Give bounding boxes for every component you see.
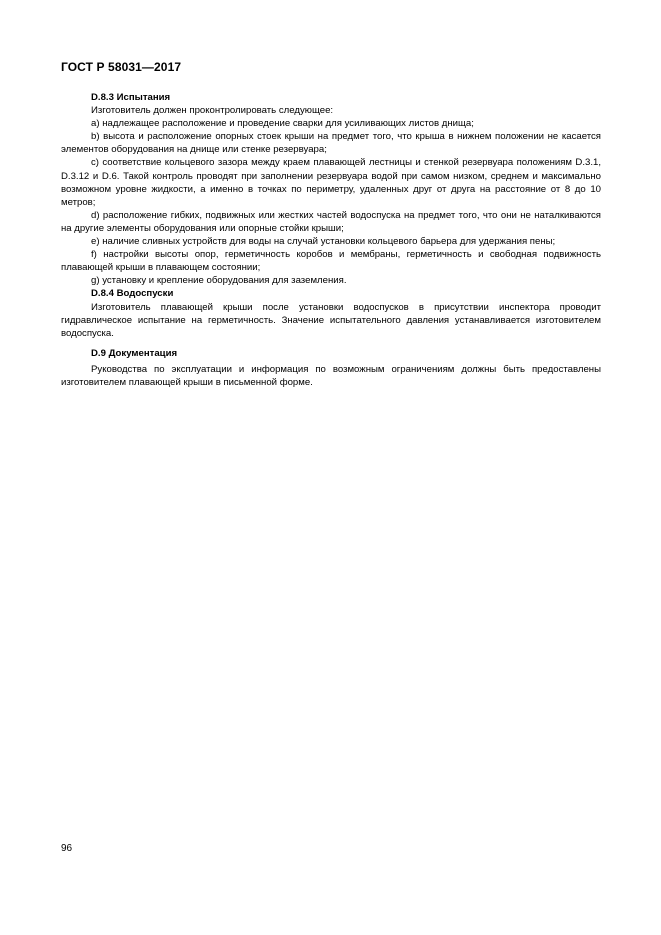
list-item: f) настройки высоты опор, герметичность коробов и мембраны, герметичность и свободная подвижность плавающей крыши в плавающем состоянии;: [61, 249, 601, 274]
list-item: g) установку и крепление оборудования для заземления.: [91, 275, 347, 287]
list-item: c) соответствие кольцевого зазора между краем плавающей лестницы и стенкой резервуара положениям D.3.1, D.3.12 и D.6. Такой контроль проводят при заполнении резервуара водой при самом низком, среднем и максимально возможном уровне жидкости, а именно в точках по периметру, удаленных друг от друга на расстояние от 8 до 10 метров;: [61, 157, 601, 208]
document-header: ГОСТ Р 58031—2017: [61, 60, 182, 74]
section-heading-d9: D.9 Документация: [91, 347, 178, 359]
document-body: [61, 91, 601, 389]
list-item: d) расположение гибких, подвижных или жестких частей водоспуска на предмет того, что они не наталкиваются на другие элементы оборудования или опорные стойки крыши;: [61, 209, 601, 234]
list-item: e) наличие сливных устройств для воды на случай установки кольцевого барьера для удержания пены;: [91, 236, 556, 248]
list-item: b) высота и расположение опорных стоек крыши на предмет того, что крыша в нижнем положении не касается элементов оборудования на днище или стенке резервуара;: [61, 131, 601, 156]
section-paragraph: Изготовитель плавающей крыши после установки водоспусков в присутствии инспектора проводит гидравлическое испытание на герметичность. Значение испытательного давления устанавливается изготовителем водоспуска.: [61, 301, 601, 339]
section-intro: Изготовитель должен проконтролировать следующее:: [91, 105, 334, 117]
section-heading-d83: D.8.3 Испытания: [91, 92, 171, 103]
section-paragraph: Руководства по эксплуатации и информация по возможным ограничениям должны быть предоставлены изготовителем плавающей крыши в письменной форме.: [61, 363, 601, 388]
section-heading-d84: D.8.4 Водоспуски: [91, 288, 174, 300]
list-item: a) надлежащее расположение и проведение сварки для усиливающих листов днища;: [91, 118, 474, 130]
page-number: 96: [61, 843, 73, 854]
